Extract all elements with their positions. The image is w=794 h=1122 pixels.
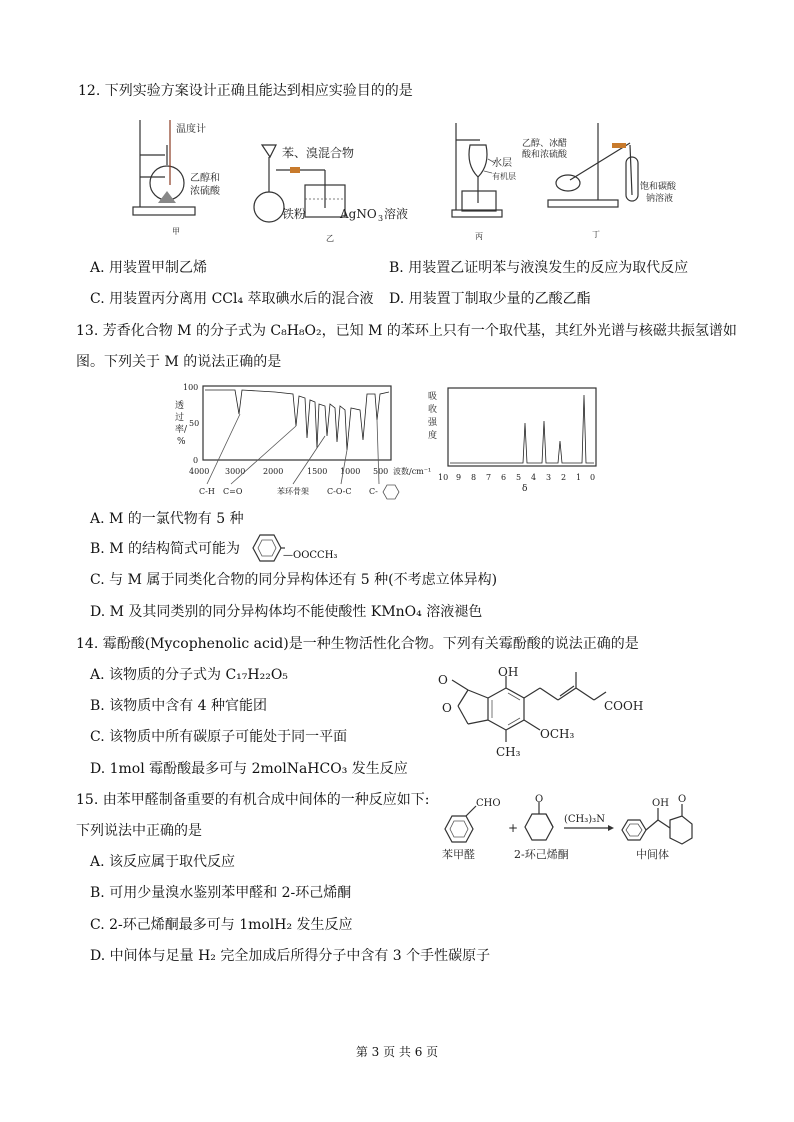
ir-y0: 0: [193, 456, 199, 465]
myco-cooh: COOH: [604, 699, 644, 713]
bing-water-label: 水层: [492, 158, 512, 169]
ir-y100: 100: [183, 383, 199, 392]
nmr-delta: δ: [522, 484, 528, 494]
ir-annot-ring: 苯环骨架: [277, 487, 309, 496]
nmr-x7: 7: [486, 473, 492, 482]
q13-option-d: D. M 及其同类别的同分异构体均不能使酸性 KMnO₄ 溶液褪色: [90, 604, 483, 620]
rxn-plus: +: [508, 821, 519, 835]
myco-ch3: CH₃: [496, 745, 521, 759]
q14-option-b: B. 该物质中含有 4 种官能团: [90, 698, 267, 714]
yi-agno3-label: AgNO: [340, 207, 377, 221]
jia-reagent-label-2: 浓硫酸: [190, 186, 220, 197]
rxn-name-benzaldehyde: 苯甲醛: [442, 848, 475, 861]
q15-stem-line1: 15. 由苯甲醛制备重要的有机合成中间体的一种反应如下:: [76, 792, 430, 808]
jia-thermometer-label: 温度计: [176, 124, 206, 135]
yi-name: 乙: [326, 234, 334, 243]
q12-option-a: A. 用装置甲制乙烯: [90, 260, 208, 276]
ir-ylabel-1: 透: [175, 401, 185, 411]
page-footer: 第 3 页 共 6 页: [355, 1045, 439, 1059]
nmr-ylabel-4: 度: [428, 431, 438, 441]
q12-option-d: D. 用装置丁制取少量的乙酸乙酯: [389, 291, 591, 307]
ir-xunit: 波数/cm⁻¹: [393, 467, 432, 476]
yi-agno3-sub: 3: [378, 214, 384, 223]
rxn-ketone-o: O: [535, 794, 544, 805]
jia-name: 甲: [172, 227, 180, 236]
myco-oh: OH: [498, 665, 519, 679]
q13-option-b: B. M 的结构简式可能为: [90, 541, 240, 557]
ir-x1000: 1000: [340, 467, 361, 476]
q12-apparatus-figure: [0, 115, 794, 245]
q15-reaction-scheme: [436, 792, 736, 862]
q13-option-b-substituent: —OOCCH₃: [283, 550, 338, 561]
ir-annot-cph: C-: [369, 487, 378, 496]
q12-option-c: C. 用装置丙分离用 CCl₄ 萃取碘水后的混合液: [90, 291, 374, 307]
myco-och3: OCH₃: [540, 727, 575, 741]
nmr-x9: 9: [456, 473, 462, 482]
rxn-name-cyclohexenone: 2-环己烯酮: [514, 848, 569, 861]
q15-option-c: C. 2-环己烯酮最多可与 1molH₂ 发生反应: [90, 917, 353, 933]
q15-option-d: D. 中间体与足量 H₂ 完全加成后所得分子中含有 3 个手性碳原子: [90, 948, 491, 964]
nmr-spectrum: [418, 383, 608, 503]
ding-name: 丁: [592, 230, 600, 239]
myco-carbonyl-o: O: [438, 673, 448, 687]
q15-option-b: B. 可用少量溴水鉴别苯甲醛和 2-环己烯酮: [90, 885, 352, 901]
bing-name: 丙: [475, 232, 483, 241]
q13-stem-line1: 13. 芳香化合物 M 的分子式为 C₈H₈O₂，已知 M 的苯环上只有一个取代基，其红外光谱与核磁共振氢谱如: [76, 323, 737, 339]
mycophenolic-acid-structure: [420, 665, 644, 778]
nmr-x1: 1: [576, 473, 582, 482]
ir-annot-coc: C-O-C: [327, 487, 352, 496]
nmr-ylabel-1: 吸: [428, 392, 438, 402]
bing-organic-label: 有机层: [492, 172, 516, 181]
nmr-x2: 2: [561, 473, 567, 482]
q14-stem: 14. 霉酚酸(Mycophenolic acid)是一种生物活性化合物。下列有关霉酚酸的说法正确的是: [76, 636, 639, 652]
rxn-oh: OH: [652, 798, 669, 809]
ding-saturated-label-1: 饱和碳酸: [640, 182, 677, 192]
q15-option-a: A. 该反应属于取代反应: [90, 854, 236, 870]
q14-option-c: C. 该物质中所有碳原子可能处于同一平面: [90, 729, 348, 745]
yi-solution-label: 溶液: [384, 207, 409, 221]
rxn-cho: CHO: [476, 798, 501, 809]
ding-saturated-label-2: 钠溶液: [646, 194, 674, 204]
apparatus-jia: [133, 120, 221, 236]
ir-x500: 500: [373, 467, 389, 476]
nmr-x5: 5: [516, 473, 522, 482]
ir-x4000: 4000: [189, 467, 210, 476]
yi-iron-label: 铁粉: [282, 207, 307, 221]
apparatus-ding: [522, 123, 677, 239]
q13-stem-line2: 图。下列关于 M 的说法正确的是: [76, 354, 282, 370]
myco-ring-o: O: [442, 701, 452, 715]
nmr-x3: 3: [546, 473, 552, 482]
ir-ylabel-2: 过: [175, 413, 185, 423]
ir-y50: 50: [189, 419, 200, 428]
q12-stem: 12. 下列实验方案设计正确且能达到相应实验目的的是: [78, 83, 413, 99]
ir-ylabel-4: %: [177, 437, 186, 447]
q15-stem-line2: 下列说法中正确的是: [76, 823, 202, 839]
ding-reagents-label-1: 乙醇、冰醋: [522, 139, 568, 149]
apparatus-bing: [452, 123, 516, 241]
nmr-x4: 4: [531, 473, 537, 482]
ir-annot-co: C=O: [223, 487, 243, 496]
ir-x3000: 3000: [225, 467, 246, 476]
nmr-ylabel-3: 强: [428, 418, 438, 428]
rxn-product-o: O: [678, 794, 687, 805]
q12-option-b: B. 用装置乙证明苯与液溴发生的反应为取代反应: [389, 260, 689, 276]
q13-option-c: C. 与 M 属于同类化合物的同分异构体还有 5 种(不考虑立体异构): [90, 572, 498, 588]
nmr-x8: 8: [471, 473, 477, 482]
nmr-x6: 6: [501, 473, 507, 482]
q14-option-d: D. 1mol 霉酚酸最多可与 2molNaHCO₃ 发生反应: [90, 761, 408, 777]
nmr-x10: 10: [438, 473, 449, 482]
ir-x1500: 1500: [307, 467, 328, 476]
ding-reagents-label-2: 酸和浓硫酸: [522, 150, 568, 160]
jia-reagent-label-1: 乙醇和: [190, 173, 220, 184]
nmr-x0: 0: [590, 473, 596, 482]
nmr-ylabel-2: 收: [428, 405, 438, 415]
ir-ylabel-3: 率/: [175, 425, 188, 435]
ir-x2000: 2000: [263, 467, 284, 476]
rxn-reagent: (CH₃)₃N: [564, 814, 605, 825]
q13-option-a: A. M 的一氯代物有 5 种: [90, 511, 244, 527]
q14-option-a: A. 该物质的分子式为 C₁₇H₂₂O₅: [90, 667, 288, 683]
rxn-name-intermediate: 中间体: [636, 848, 669, 861]
ir-annot-ch: C-H: [199, 487, 215, 496]
apparatus-yi: [254, 145, 408, 243]
yi-mixture-label: 苯、溴混合物: [282, 146, 355, 160]
ir-spectrum: [165, 380, 432, 500]
